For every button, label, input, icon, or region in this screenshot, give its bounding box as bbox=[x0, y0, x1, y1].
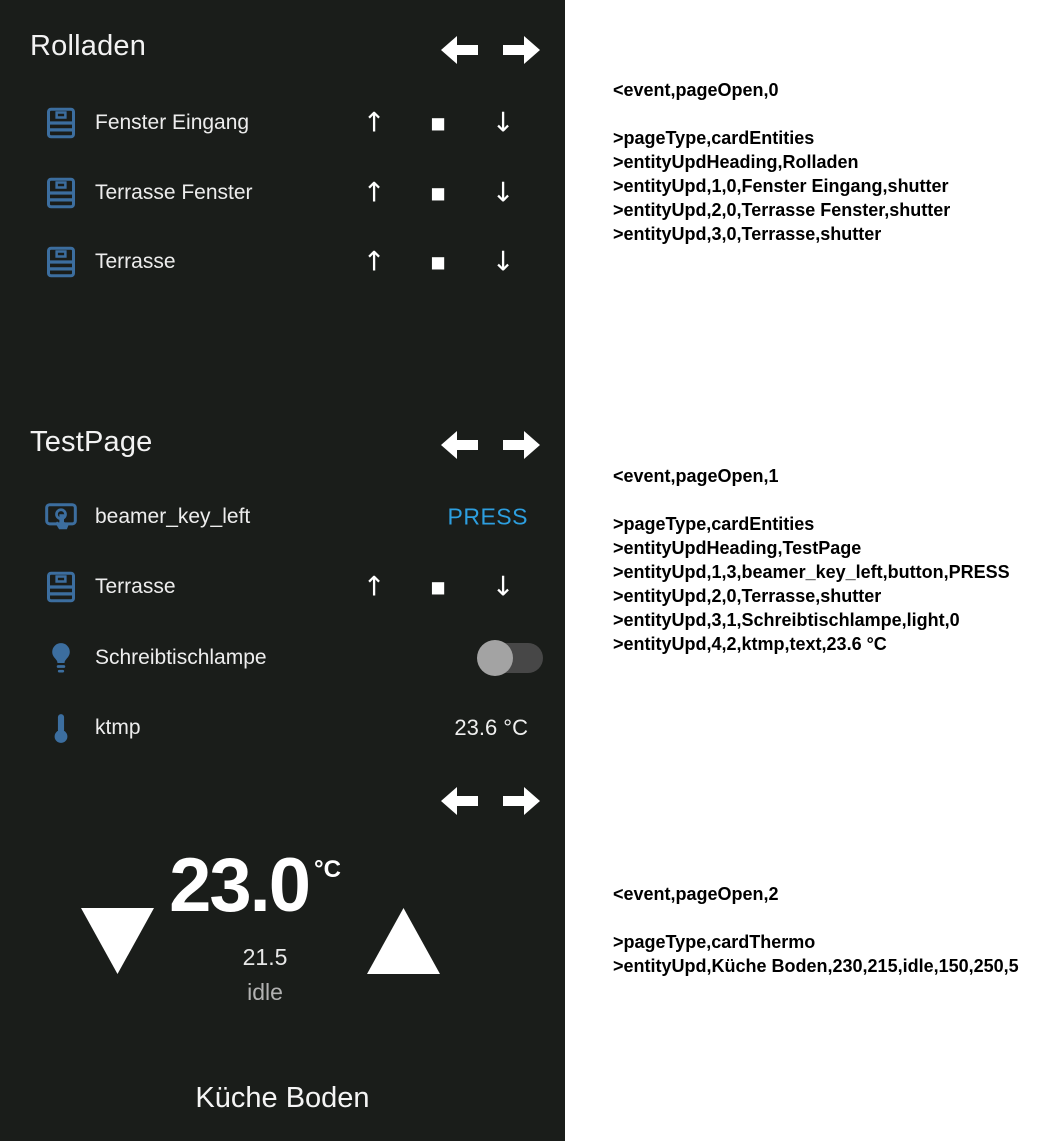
entity-label: beamer_key_left bbox=[95, 505, 251, 528]
shutter-down-button[interactable]: ↓ bbox=[491, 107, 515, 139]
shutter-up-button[interactable]: ↑ bbox=[362, 107, 386, 139]
current-temperature-value: 23.0 bbox=[169, 843, 309, 928]
shutter-up-button[interactable]: ↑ bbox=[362, 177, 386, 209]
protocol-line: <event,pageOpen,1 bbox=[613, 466, 779, 486]
protocol-line: <event,pageOpen,0 bbox=[613, 80, 779, 100]
arrow-right-icon bbox=[503, 430, 541, 460]
arrow-right-icon bbox=[503, 786, 541, 816]
shutter-stop-button[interactable]: ■ bbox=[430, 577, 446, 597]
toggle-knob bbox=[477, 640, 513, 676]
shutter-down-button[interactable]: ↓ bbox=[491, 246, 515, 278]
shutter-down-button[interactable]: ↓ bbox=[491, 177, 515, 209]
window-shutter-icon bbox=[44, 570, 78, 604]
protocol-line: <event,pageOpen,2 bbox=[613, 884, 779, 904]
protocol-line: >entityUpd,4,2,ktmp,text,23.6 °C bbox=[613, 634, 887, 654]
nav-next-button[interactable] bbox=[503, 35, 541, 65]
entity-label: Terrasse bbox=[95, 575, 176, 598]
protocol-line: >pageType,cardThermo bbox=[613, 932, 816, 952]
entity-row bbox=[0, 100, 565, 146]
entity-label: ktmp bbox=[95, 716, 141, 739]
lightbulb-icon bbox=[44, 641, 78, 675]
entity-row bbox=[0, 239, 565, 285]
sensor-value: 23.6 °C bbox=[454, 715, 528, 740]
protocol-line: >entityUpd,1,3,beamer_key_left,button,PRESS bbox=[613, 562, 1010, 582]
press-button[interactable]: PRESS bbox=[447, 503, 528, 530]
protocol-block-page2 bbox=[613, 882, 1043, 978]
thermostat-status bbox=[100, 944, 430, 1006]
entity-row bbox=[0, 564, 565, 610]
shutter-stop-button[interactable]: ■ bbox=[430, 252, 446, 272]
nav-next-button[interactable] bbox=[503, 430, 541, 460]
card-heading-testpage: TestPage bbox=[30, 426, 153, 458]
nav-next-button[interactable] bbox=[503, 786, 541, 816]
shutter-stop-button[interactable]: ■ bbox=[430, 183, 446, 203]
entity-row bbox=[0, 705, 565, 751]
nav-prev-button[interactable] bbox=[440, 430, 478, 460]
thermometer-icon bbox=[44, 711, 78, 745]
protocol-line: >entityUpd,1,0,Fenster Eingang,shutter bbox=[613, 176, 949, 196]
arrow-right-icon bbox=[503, 35, 541, 65]
protocol-line: >entityUpd,2,0,Terrasse Fenster,shutter bbox=[613, 200, 951, 220]
protocol-line: >entityUpdHeading,TestPage bbox=[613, 538, 862, 558]
entity-label: Schreibtischlampe bbox=[95, 646, 267, 669]
entity-row bbox=[0, 494, 565, 540]
window-shutter-icon bbox=[44, 106, 78, 140]
window-shutter-icon bbox=[44, 245, 78, 279]
arrow-left-icon bbox=[440, 35, 478, 65]
nav-prev-button[interactable] bbox=[440, 786, 478, 816]
temperature-unit: °C bbox=[313, 856, 341, 883]
protocol-line: >entityUpdHeading,Rolladen bbox=[613, 152, 859, 172]
shutter-up-button[interactable]: ↑ bbox=[362, 246, 386, 278]
protocol-line: >entityUpd,3,0,Terrasse,shutter bbox=[613, 224, 882, 244]
protocol-block-page1 bbox=[613, 464, 1043, 656]
shutter-down-button[interactable]: ↓ bbox=[491, 571, 515, 603]
arrow-left-icon bbox=[440, 786, 478, 816]
entity-label: Fenster Eingang bbox=[95, 111, 250, 134]
entity-label: Terrasse Fenster bbox=[95, 181, 253, 204]
protocol-line: >pageType,cardEntities bbox=[613, 128, 815, 148]
protocol-line: >entityUpd,3,1,Schreibtischlampe,light,0 bbox=[613, 610, 960, 630]
target-temperature: 21.5 bbox=[242, 944, 288, 970]
light-toggle-switch[interactable] bbox=[479, 643, 543, 673]
protocol-line: >pageType,cardEntities bbox=[613, 514, 815, 534]
protocol-line: >entityUpd,Küche Boden,230,215,idle,150,250,5 bbox=[613, 956, 1019, 976]
card-heading-rolladen: Rolladen bbox=[30, 30, 147, 62]
thermostat-title: Küche Boden bbox=[195, 1082, 370, 1114]
shutter-up-button[interactable]: ↑ bbox=[362, 571, 386, 603]
entity-label: Terrasse bbox=[95, 250, 176, 273]
shutter-stop-button[interactable]: ■ bbox=[430, 113, 446, 133]
entity-row bbox=[0, 635, 565, 681]
gesture-tap-button-icon bbox=[44, 500, 78, 534]
protocol-line: >entityUpd,2,0,Terrasse,shutter bbox=[613, 586, 882, 606]
entity-row bbox=[0, 170, 565, 216]
window-shutter-icon bbox=[44, 176, 78, 210]
hvac-state: idle bbox=[247, 979, 283, 1005]
protocol-block-page0 bbox=[613, 78, 1043, 246]
arrow-left-icon bbox=[440, 430, 478, 460]
nav-prev-button[interactable] bbox=[440, 35, 478, 65]
